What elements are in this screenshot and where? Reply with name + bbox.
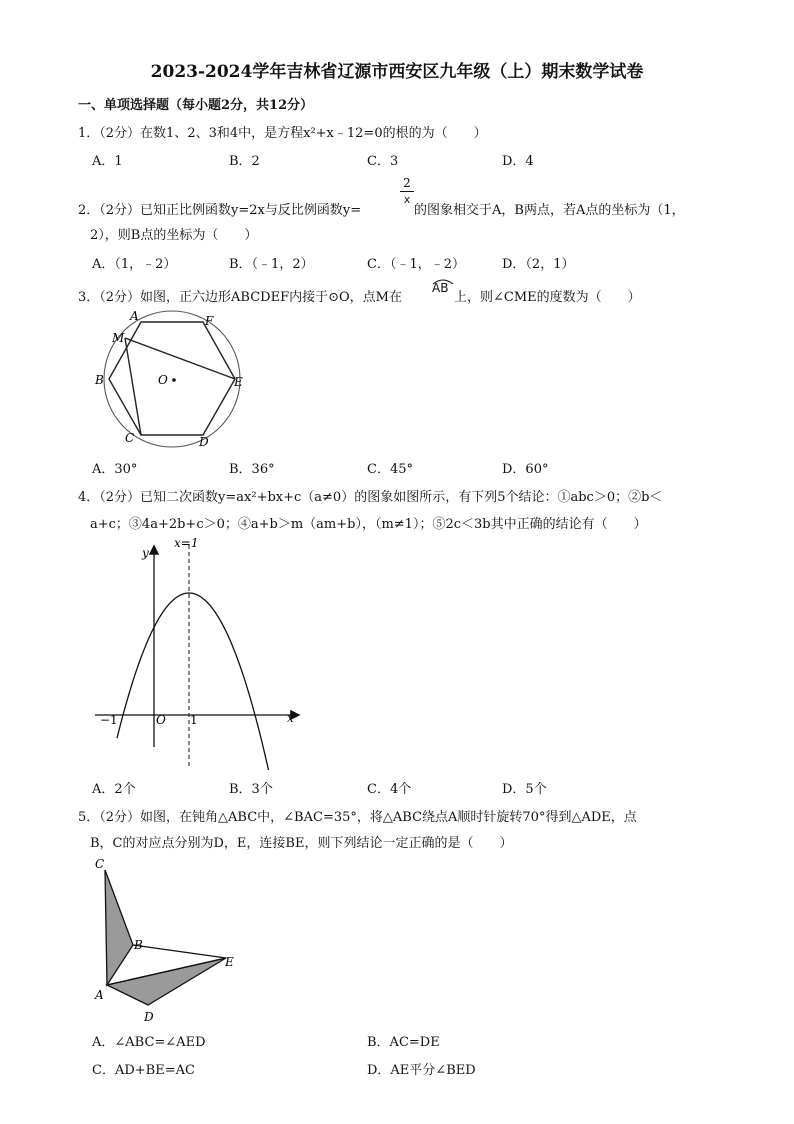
question-3-stem-start: 3．（2分）如图，正六边形ABCDEF内接于⊙O，点M在 [78, 290, 402, 305]
question-2-stem-mid: 的图象相交于A，B两点，若A点的坐标为（1， [414, 203, 685, 218]
label-m: M [112, 331, 125, 345]
q1-option-c[interactable]: C．3 [367, 154, 399, 169]
hexagon-circle-figure [90, 308, 252, 454]
label-o: O [158, 373, 168, 387]
x-label: x [287, 711, 294, 725]
q1-option-b[interactable]: B．2 [229, 154, 260, 169]
question-1-stem: 1．（2分）在数1、2、3和4中，是方程x²+x﹣12=0的根的为（ ） [78, 126, 487, 141]
q3-option-c[interactable]: C．45° [367, 462, 413, 477]
segment-be [133, 945, 226, 958]
q2-option-a[interactable]: A．（1，﹣2） [92, 257, 177, 272]
section-heading: 一、单项选择题（每小题2分，共12分） [78, 98, 314, 113]
q5-option-d[interactable]: D．AE平分∠BED [367, 1063, 476, 1078]
q5-option-a[interactable]: A．∠ABC=∠AED [92, 1035, 206, 1050]
q3-option-a[interactable]: A．30° [92, 462, 138, 477]
label-a: A [95, 988, 104, 1002]
page-title: 2023-2024学年吉林省辽源市西安区九年级（上）期末数学试卷 [150, 62, 644, 82]
y-label: y [142, 546, 149, 560]
q4-option-d[interactable]: D．5个 [502, 782, 547, 797]
tick-neg1: −1 [100, 713, 118, 727]
q1-option-d[interactable]: D．4 [502, 154, 534, 169]
question-4-stem-line2: a+c；③4a+2b+c＞0；④a+b＞m（am+b），（m≠1）；⑤2c＜3b其中正确的结论有（ ） [90, 517, 647, 532]
q4-option-a[interactable]: A．2个 [92, 782, 136, 797]
q5-option-b[interactable]: B．AC=DE [367, 1035, 440, 1050]
label-b: B [95, 373, 104, 387]
triangle-abc [105, 870, 133, 985]
triangle-rotation-figure [90, 855, 250, 1025]
fraction-numerator: 2 [403, 176, 411, 190]
origin-label: O [156, 713, 166, 727]
parabola-curve [117, 593, 279, 770]
question-5-stem-line2: B，C的对应点分别为D，E，连接BE，则下列结论一定正确的是（ ） [90, 836, 513, 851]
q4-option-b[interactable]: B．3个 [229, 782, 273, 797]
arc-mark-icon [432, 279, 454, 285]
tick-one: 1 [190, 713, 198, 727]
question-2-stem-start: 2．（2分）已知正比例函数y=2x与反比例函数y= [78, 203, 362, 218]
q4-option-c[interactable]: C．4个 [367, 782, 412, 797]
q2-option-b[interactable]: B．（﹣1，2） [229, 257, 314, 272]
arc-text: AB [432, 281, 449, 295]
center-point [172, 378, 176, 382]
fraction-denominator: x [403, 193, 411, 206]
segment-me [125, 338, 235, 379]
q5-option-c[interactable]: C．AD+BE=AC [92, 1063, 195, 1078]
fraction [400, 177, 414, 206]
label-b: B [134, 938, 143, 952]
parabola-figure [90, 535, 310, 770]
symmetry-label: x=1 [174, 536, 199, 550]
label-f: F [205, 314, 214, 328]
q2-option-d[interactable]: D．（2，1） [502, 257, 575, 272]
label-a: A [130, 309, 139, 323]
arc-label [432, 281, 448, 295]
label-c: C [95, 857, 105, 871]
question-4-stem-line1: 4．（2分）已知二次函数y=ax²+bx+c（a≠0）的图象如图所示，有下列5个结论：①abc＞0；②b＜ [78, 490, 663, 505]
label-e: E [225, 955, 234, 969]
question-3-stem-end: 上，则∠CME的度数为（ ） [454, 290, 641, 305]
q2-option-c[interactable]: C．（﹣1，﹣2） [367, 257, 465, 272]
question-2-stem-end: 2），则B点的坐标为（ ） [90, 228, 258, 243]
question-5-stem-line1: 5．（2分）如图，在钝角△ABC中，∠BAC=35°，将△ABC绕点A顺时针旋转70°得到△ADE，点 [78, 810, 637, 825]
q3-option-b[interactable]: B．36° [229, 462, 275, 477]
q1-option-a[interactable]: A．1 [92, 154, 123, 169]
circle-o [104, 311, 240, 447]
label-d: D [144, 1010, 154, 1024]
q3-option-d[interactable]: D．60° [502, 462, 549, 477]
label-d: D [199, 435, 209, 449]
label-e: E [234, 375, 243, 389]
label-c: C [125, 431, 135, 445]
